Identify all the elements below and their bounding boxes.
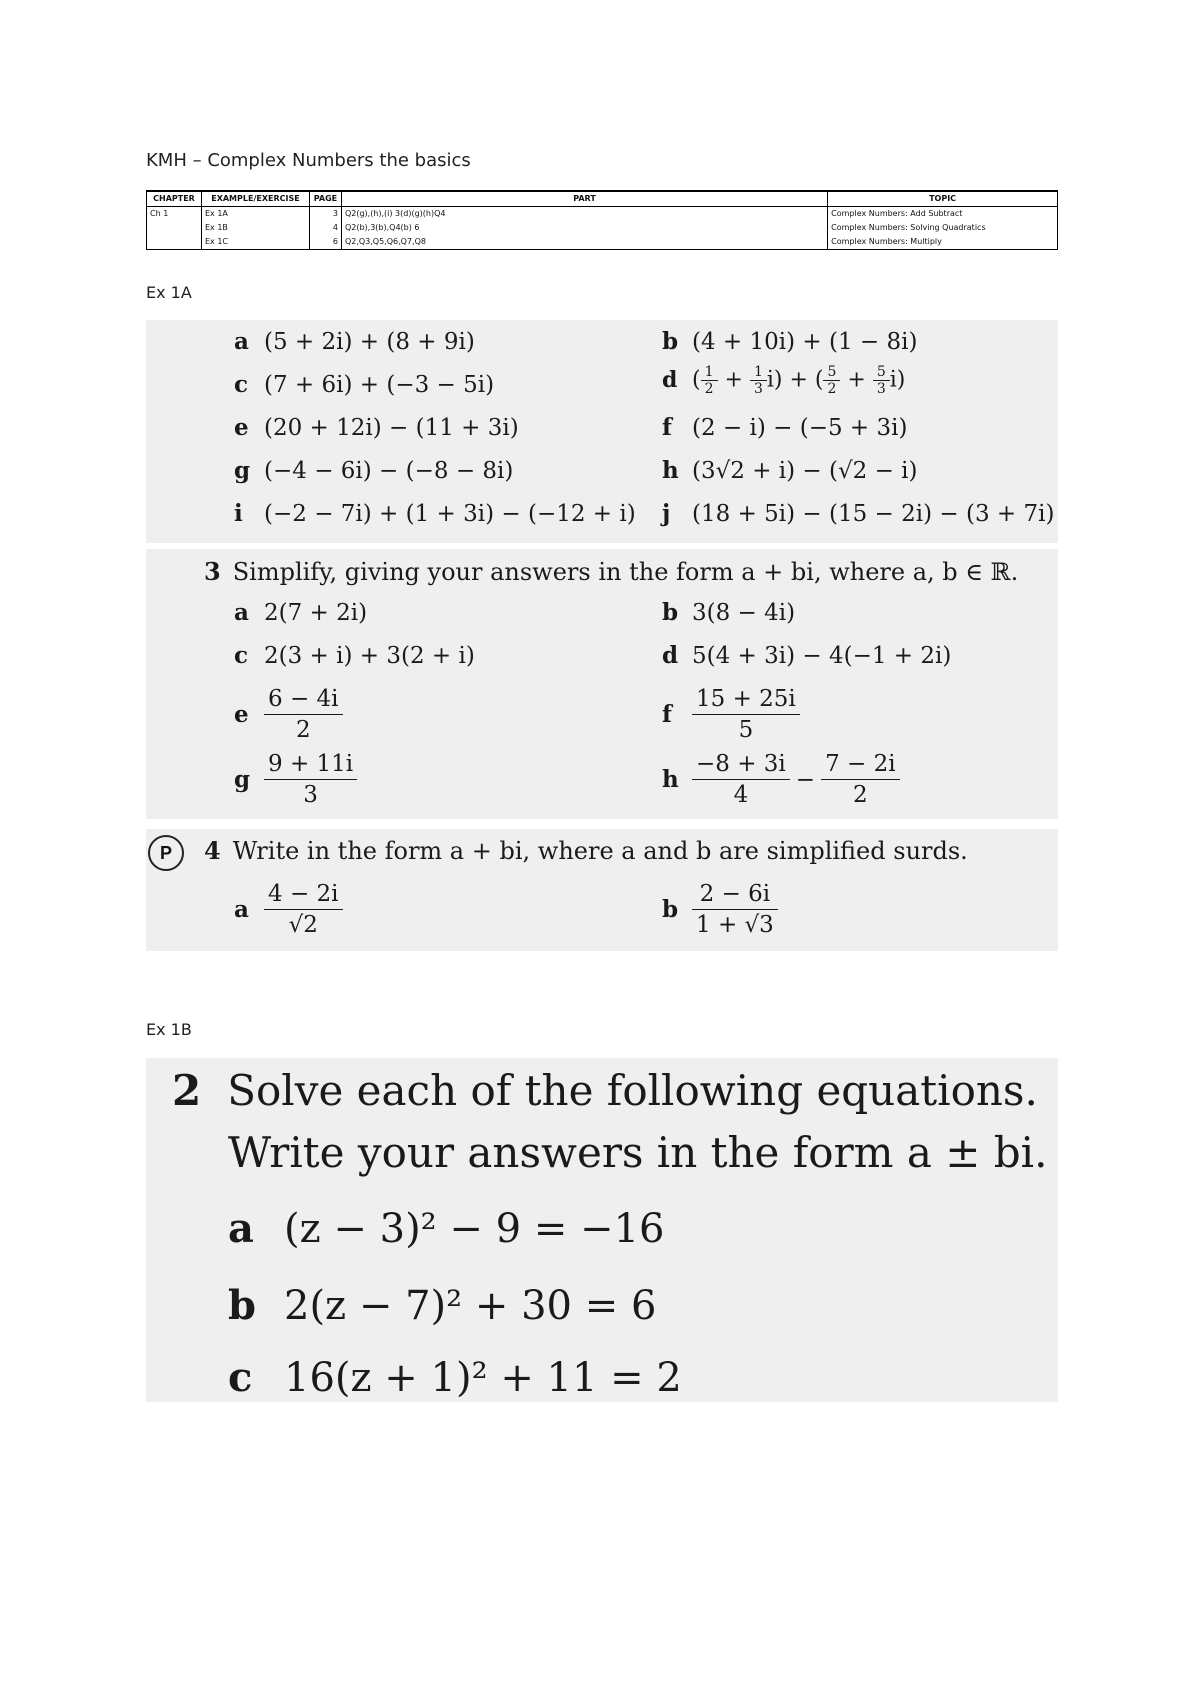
- ex1a-q4-panel: [146, 829, 1058, 951]
- header-topic: TOPIC: [828, 191, 1058, 207]
- cell-topic: Complex Numbers: Add Subtract: [828, 207, 1058, 222]
- cell-chapter: [147, 235, 202, 250]
- cell-chapter: [147, 221, 202, 235]
- cell-page: 4: [309, 221, 341, 235]
- header-chapter: CHAPTER: [147, 191, 202, 207]
- q2-part-d: d ( $\frac{1}{2}$ + $\frac{1}{3}$ i) + ( $\frac{5}{2}$ + $\frac{5}{3}$ i): [662, 364, 906, 397]
- q2-part-f: f (2 − i) − (−5 + 3i): [662, 414, 908, 441]
- header-example-exercise: EXAMPLE/EXERCISE: [201, 191, 309, 207]
- q2-part-a: a (5 + 2i) + (8 + 9i): [234, 328, 475, 355]
- q2-part-g: g (−4 − 6i) − (−8 − 8i): [234, 457, 514, 484]
- table-header-row: [147, 191, 1058, 207]
- q3-stem: 3 Simplify, giving your answers in the form a + bi, where a, b ∈ ℝ.: [204, 557, 1019, 586]
- cell-part: Q2(g),(h),(i) 3(d)(g)(h)Q4: [341, 207, 827, 222]
- q3-part-e: e $\frac{6 - 4i}{2}$: [234, 684, 343, 745]
- table-row: [147, 221, 1058, 235]
- cell-part: Q2,Q3,Q5,Q6,Q7,Q8: [341, 235, 827, 250]
- q3-part-g: g $\frac{9 + 11i}{3}$: [234, 749, 357, 810]
- q2-part-b: b (4 + 10i) + (1 − 8i): [662, 328, 918, 355]
- ex1a-label: Ex 1A: [146, 283, 192, 302]
- q2-part-c: c (7 + 6i) + (−3 − 5i): [234, 371, 495, 398]
- cell-page: 3: [309, 207, 341, 222]
- ex1a-q3-panel: [146, 549, 1058, 819]
- q3-part-h: h $\frac{-8 + 3i}{4}$ − $\frac{7 - 2i}{2}$: [662, 749, 900, 810]
- ex1b-q2-stem-line2: Write your answers in the form a ± bi.: [228, 1128, 1048, 1177]
- ex1a-q2-panel: [146, 320, 1058, 543]
- q2-part-e: e (20 + 12i) − (11 + 3i): [234, 414, 519, 441]
- cell-page: 6: [309, 235, 341, 250]
- q4-part-b: b $\frac{2 - 6i}{1 + √3}$: [662, 879, 778, 940]
- page-title: KMH – Complex Numbers the basics: [146, 150, 471, 171]
- cell-topic: Complex Numbers: Multiply: [828, 235, 1058, 250]
- cell-exercise: Ex 1B: [201, 221, 309, 235]
- q3-part-a: a 2(7 + 2i): [234, 599, 368, 626]
- cell-exercise: Ex 1A: [201, 207, 309, 222]
- q3-part-f: f $\frac{15 + 25i}{5}$: [662, 684, 800, 745]
- q2-part-h: h (3√2 + i) − (√2 − i): [662, 457, 918, 484]
- ex1b-q2-stem-line1: 2 Solve each of the following equations.: [172, 1066, 1038, 1115]
- cell-exercise: Ex 1C: [201, 235, 309, 250]
- problem-solving-badge: P: [148, 835, 184, 871]
- ex1b-label: Ex 1B: [146, 1020, 192, 1039]
- q4-stem: 4 Write in the form a + bi, where a and b are simplified surds.: [204, 836, 968, 865]
- cell-topic: Complex Numbers: Solving Quadratics: [828, 221, 1058, 235]
- header-page: PAGE: [309, 191, 341, 207]
- ex1b-q2-part-a: a (z − 3)² − 9 = −16: [228, 1205, 665, 1252]
- table-row: [147, 207, 1058, 222]
- q3-part-d: d 5(4 + 3i) − 4(−1 + 2i): [662, 642, 952, 669]
- q2-part-j: j (18 + 5i) − (15 − 2i) − (3 + 7i): [662, 500, 1055, 527]
- q4-part-a: a $\frac{4 - 2i}{√2}$: [234, 879, 343, 940]
- q3-part-b: b 3(8 − 4i): [662, 599, 796, 626]
- cell-part: Q2(b),3(b),Q4(b) 6: [341, 221, 827, 235]
- ex1b-q2-part-c: c 16(z + 1)² + 11 = 2: [228, 1354, 682, 1401]
- table-row: [147, 235, 1058, 250]
- cell-chapter: Ch 1: [147, 207, 202, 222]
- summary-table: [146, 190, 1058, 250]
- q3-part-c: c 2(3 + i) + 3(2 + i): [234, 642, 475, 669]
- q2-part-i: i (−2 − 7i) + (1 + 3i) − (−12 + i): [234, 500, 636, 527]
- ex1b-q2-part-b: b 2(z − 7)² + 30 = 6: [228, 1282, 657, 1329]
- header-part: PART: [341, 191, 827, 207]
- ex1b-q2-panel: [146, 1058, 1058, 1402]
